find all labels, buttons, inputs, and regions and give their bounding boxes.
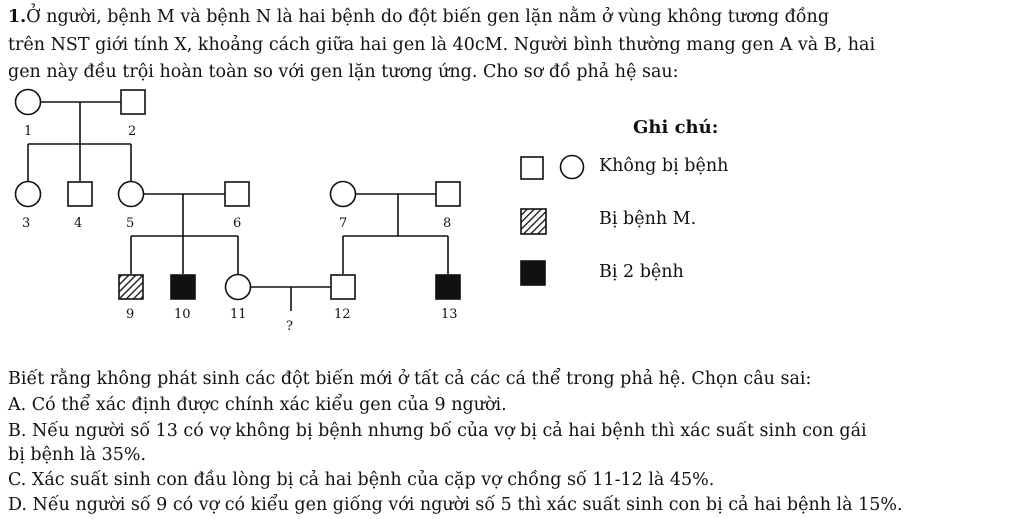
label-4: 4: [74, 216, 83, 231]
label-5: 5: [126, 216, 135, 231]
intro-line-3: gen này đều trội hoàn toàn so với gen lặn tương ứng. Cho sơ đồ phả hệ sau:: [8, 62, 679, 82]
individual-8-male: [436, 182, 460, 206]
individual-1-female: [16, 90, 41, 115]
label-8: 8: [443, 216, 452, 231]
label-6: 6: [233, 216, 242, 231]
option-c: C. Xác suất sinh con đầu lòng bị cả hai bệnh của cặp vợ chồng số 11-12 là 45%.: [8, 470, 715, 490]
intro-line-1: 1.Ở người, bệnh M và bệnh N là hai bệnh do đột biến gen lặn nằm ở vùng không tương đồng: [8, 7, 830, 27]
option-a: A. Có thể xác định được chính xác kiểu gen của 9 người.: [8, 395, 507, 415]
individual-9-male-disease-m: [119, 275, 143, 299]
option-b: B. Nếu người số 13 có vợ không bị bệnh nhưng bố của vợ bị cả hai bệnh thì xác suất sinh con gái: [8, 421, 867, 441]
legend-square-normal-icon: [521, 157, 543, 179]
label-1: 1: [24, 124, 33, 139]
label-10: 10: [174, 307, 191, 322]
intro-line-2: trên NST giới tính X, khoảng cách giữa hai gen là 40cM. Người bình thường mang gen A và B, hai: [8, 35, 876, 55]
legend-hatched-square-icon: [521, 209, 546, 234]
label-11: 11: [230, 307, 247, 322]
individual-7-female: [331, 182, 356, 207]
question-number: 1.: [8, 7, 27, 27]
individual-5-female: [119, 182, 144, 207]
legend-title: Ghi chú:: [633, 117, 719, 138]
option-b-continued: bị bệnh là 35%.: [8, 445, 147, 465]
individual-2-male: [121, 90, 145, 114]
individual-12-male: [331, 275, 355, 299]
question-prompt: Biết rằng không phát sinh các đột biến mới ở tất cả các cá thể trong phả hệ. Chọn câu sai:: [8, 369, 812, 389]
individual-13-male-both-diseases: [436, 275, 460, 299]
legend-label-both: Bị 2 bệnh: [599, 262, 684, 282]
label-3: 3: [22, 216, 31, 231]
label-13: 13: [441, 307, 458, 322]
individual-11-female: [226, 275, 251, 300]
legend-filled-square-icon: [521, 261, 545, 285]
individual-3-female: [16, 182, 41, 207]
label-9: 9: [126, 307, 135, 322]
label-2: 2: [128, 124, 137, 139]
option-d: D. Nếu người số 9 có vợ có kiểu gen giống với người số 5 thì xác suất sinh con bị cả hai bệnh là 15%.: [8, 495, 903, 515]
legend-circle-normal-icon: [561, 156, 584, 179]
legend-label-disease-m: Bị bệnh M.: [599, 209, 697, 229]
label-7: 7: [339, 216, 348, 231]
label-12: 12: [334, 307, 351, 322]
individual-10-male-both-diseases: [171, 275, 195, 299]
legend-label-normal: Không bị bệnh: [599, 156, 729, 176]
unknown-child-mark: ?: [286, 319, 293, 334]
individual-6-male: [225, 182, 249, 206]
individual-4-male: [68, 182, 92, 206]
